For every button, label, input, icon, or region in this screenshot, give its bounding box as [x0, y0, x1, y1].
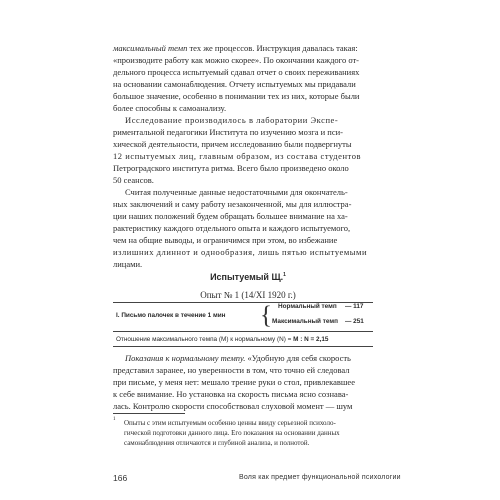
text-line: излишних длиннот и однообразия, лишь пятью испытуемыми [113, 247, 368, 257]
ratio-text: Отношение максимального темпа (M) к нормальному (N) = [116, 336, 294, 343]
footnote [124, 418, 383, 448]
text-line: хической деятельности, причем исследованию были подвергнуты [113, 139, 352, 149]
text-line: чем на общие выводы, и ограничимся при этом, во избежание [113, 235, 338, 245]
text-line: ных заключений и саму работу незаконченной, мы для иллюстра- [113, 199, 352, 209]
footnote-line: гической подготовки данного лица. Его показания на основании данных [124, 429, 340, 437]
experiment-title-text: Опыт № 1 (14/XI 1920 г.) [200, 290, 296, 300]
subject-heading-text: Испытуемый Щ. [210, 272, 284, 282]
italic-term: Показания к нормальному темпу. [125, 353, 246, 363]
footnote-line: Опыты с этим испытуемым особенно ценны ввиду серьезной психоло- [124, 419, 336, 427]
text-line: Считая полученные данные недостаточными для окончатель- [125, 187, 348, 197]
normal-tempo-value: — 117 [345, 303, 364, 310]
text-line: риментальной педагогики Института по изучению мозга и пси- [113, 127, 343, 137]
paragraph-1 [113, 42, 383, 114]
text-line: «производите работу как можно скорее». По окончании каждого от- [113, 55, 360, 65]
table-row-label: I. Письмо палочек в течение 1 мин [116, 312, 226, 319]
experiment-title [113, 290, 383, 300]
brace-symbol: { [260, 302, 272, 329]
text-line: более способны к самоанализу. [113, 103, 227, 113]
table-middle-rule [113, 331, 373, 332]
ratio-row [116, 336, 328, 343]
footnote-reference: 1 [283, 272, 286, 278]
text-line: 12 испытуемых лиц, главным образом, из состава студентов [113, 151, 362, 161]
text-line: дельного процесса испытуемый сдавал отчет о своих переживаниях [113, 67, 360, 77]
subject-heading [113, 272, 383, 282]
paragraph-4 [113, 352, 383, 412]
text-line: лась. Контролю скорости способствовал слуховой момент — шум [113, 401, 353, 411]
text-line: 50 сеансов. [113, 175, 154, 185]
text-line: большое значение, особенно в понимании тех из них, которые были [113, 91, 360, 101]
text-line: представил заранее, но уверенности в том, что точно ей следовал [113, 365, 350, 375]
text-line: тех же процессов. Инструкция давалась такая: [187, 43, 358, 53]
ratio-formula: M : N = 2,15 [293, 336, 329, 343]
page-number: 166 [113, 473, 128, 483]
normal-tempo-label: Нормальный темп [278, 303, 337, 310]
italic-term: максимальный темп [113, 43, 188, 53]
text-line: Исследование производилось в лаборатории Экспе- [125, 115, 339, 125]
max-tempo-label: Максимальный темп [272, 318, 338, 325]
text-line: рактеристику каждого отдельного опыта и каждого испытуемого, [113, 223, 351, 233]
paragraph-3 [113, 186, 383, 270]
footnote-rule [113, 413, 185, 414]
footnote-mark: 1 [113, 417, 116, 422]
footnote-line: самонаблюдения отличаются и глубиной анализа, и полнотой. [124, 439, 310, 447]
table-bottom-rule [113, 346, 373, 347]
text-line: ции наших положений будем обращать большее внимание на ха- [113, 211, 348, 221]
running-title: Воля как предмет функциональной психологии [239, 474, 401, 481]
text-line: «Удобную для себя скорость [245, 353, 351, 363]
text-line: к себе внимание. Но установка на скорость письма ясно сознава- [113, 389, 349, 399]
text-line: лицами. [113, 259, 143, 269]
text-line: на основании самонаблюдения. Отчету испытуемых мы придавали [113, 79, 356, 89]
text-line: при письме, у меня нет: мешало трение руки о стол, привлекавшее [113, 377, 355, 387]
paragraph-2 [113, 114, 383, 186]
text-line: Петроградского института ритма. Всего было произведено около [113, 163, 349, 173]
max-tempo-value: — 251 [345, 318, 364, 325]
